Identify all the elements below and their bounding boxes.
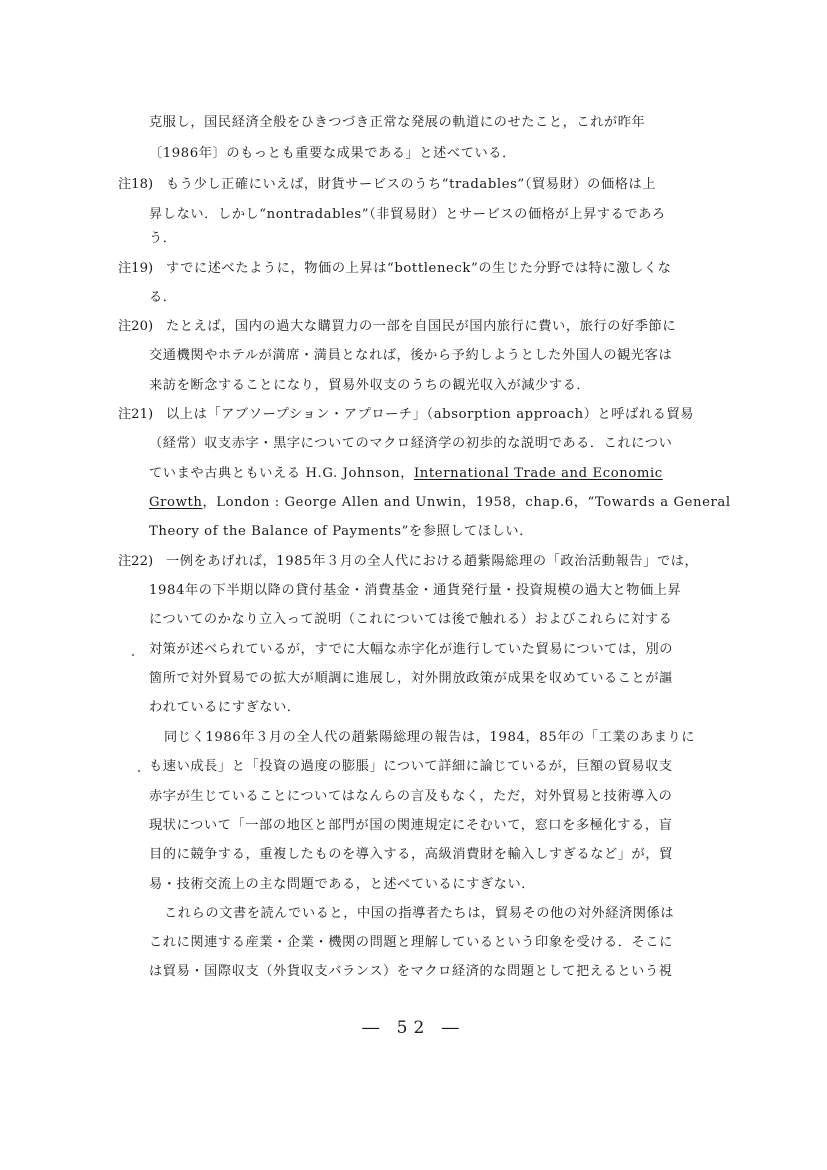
note-20-line-3: 来訪を断念することになり，貿易外収支のうちの観光収入が減少する． [149, 378, 591, 393]
para-1-line-2: も速い成長」と「投資の過度の膨脹」について詳細に論じているが，巨額の貿易収支 [149, 759, 673, 774]
para-1-line-1: 同じく1986年３月の全人代の趙紫陽総理の報告は，1984，85年の「工業のあまりに [164, 730, 696, 745]
note-22-line-6: われているにすぎない． [149, 700, 301, 715]
note-22-label: 注22) [118, 554, 154, 569]
note-18-line-1: もう少し正確にいえば，財貨サービスのうち“tradables”（貿易財）の価格は上 [166, 177, 657, 192]
note-21-line-3 [149, 465, 663, 483]
note-20-line-1: たとえば，国内の過大な購買力の一部を自国民が国内旅行に費い，旅行の好季節に [166, 319, 677, 334]
note-21-line-4 [149, 494, 731, 512]
para-2-line-3: は貿易・国際収支（外貨収支バランス）をマクロ経済的な問題として把えるという視 [149, 964, 673, 979]
note-18-line-3: う． [149, 231, 177, 246]
page-number: ― 52 ― [362, 1018, 465, 1038]
note-21-label: 注21) [118, 407, 154, 422]
para-2-line-2: これに関連する産業・企業・機関の問題と理解しているという印象を受ける．そこに [149, 935, 673, 950]
note-22-line-2: 1984年の下半期以降の貸付基金・消費基金・通貨発行量・投資規模の過大と物価上昇 [149, 583, 682, 598]
note-20-label: 注20) [118, 319, 154, 334]
para-2-line-1: これらの文書を読んでいると，中国の指導者たちは，貿易その他の対外経済関係は [164, 906, 675, 921]
book-title-part-1: International Trade and Economic [414, 466, 663, 481]
note-19-line-2: る． [149, 290, 177, 305]
intro-line-1: 克服し，国民経済全般をひきつづき正常な発展の軌道にのせたこと，これが昨年 [149, 115, 646, 130]
book-title-part-2: Growth [149, 495, 203, 510]
intro-line-2: 〔1986年〕のもっとも重要な成果である」と述べている． [149, 146, 516, 161]
note-18-line-2: 昇しない．しかし“nontradables”（非貿易財）とサービスの価格が上昇するであろ [149, 207, 666, 222]
note-19-label: 注19) [118, 261, 154, 276]
note-18-label: 注18) [118, 177, 154, 192]
para-1-line-3: 赤字が生じていることについてはなんらの言及もなく，ただ，対外貿易と技術導入の [149, 789, 673, 804]
para-1-line-6: 易・技術交流上の主な問題である，と述べているにすぎない． [149, 877, 536, 892]
para-1-line-5: 目的に競争する，重複したものを導入する，高級消費財を輸入しすぎるなど」が，貿 [149, 847, 673, 862]
citation-tail: ，London : George Allen and Unwin，1958，chap.6，“Towards a General [202, 495, 731, 510]
note-19-line-1: すでに述べたように，物価の上昇は“bottleneck”の生じた分野では特に激しくな [166, 261, 672, 276]
note-22-line-3: についてのかなり立入って説明（これについては後で触れる）およびこれらに対する [149, 612, 673, 627]
note-22-line-4: 対策が述べられているが，すでに大幅な赤字化が進行していた貿易については，別の [149, 642, 674, 657]
note-21-line-3-text: ていまや古典ともいえる H.G. Johnson， [149, 466, 414, 481]
note-21-line-2: （経常）収支赤字・黒字についてのマクロ経済学の初歩的な説明である．これについ [149, 436, 673, 451]
note-22-line-5: 箇所で対外貿易での拡大が順調に進展し，対外開放政策が成果を収めていることが謳 [149, 671, 673, 686]
para-1-line-4: 現状について「一部の地区と部門が国の関連規定にそむいて，窓口を多極化する，盲 [149, 818, 673, 833]
scan-speck [132, 654, 134, 656]
note-21-line-1: 以上は「アブソープション・アプローチ」（absorption approach）と呼ばれる貿易 [166, 407, 695, 422]
note-20-line-2: 交通機関やホテルが満席・満員となれば，後から予約しようとした外国人の観光客は [149, 348, 673, 363]
note-22-line-1: 一例をあげれば，1985年３月の全人代における趙紫陽総理の「政治活動報告」では， [166, 554, 699, 569]
scan-speck [138, 770, 140, 772]
note-21-line-5: Theory of the Balance of Payments”を参照してほしい． [149, 524, 533, 539]
